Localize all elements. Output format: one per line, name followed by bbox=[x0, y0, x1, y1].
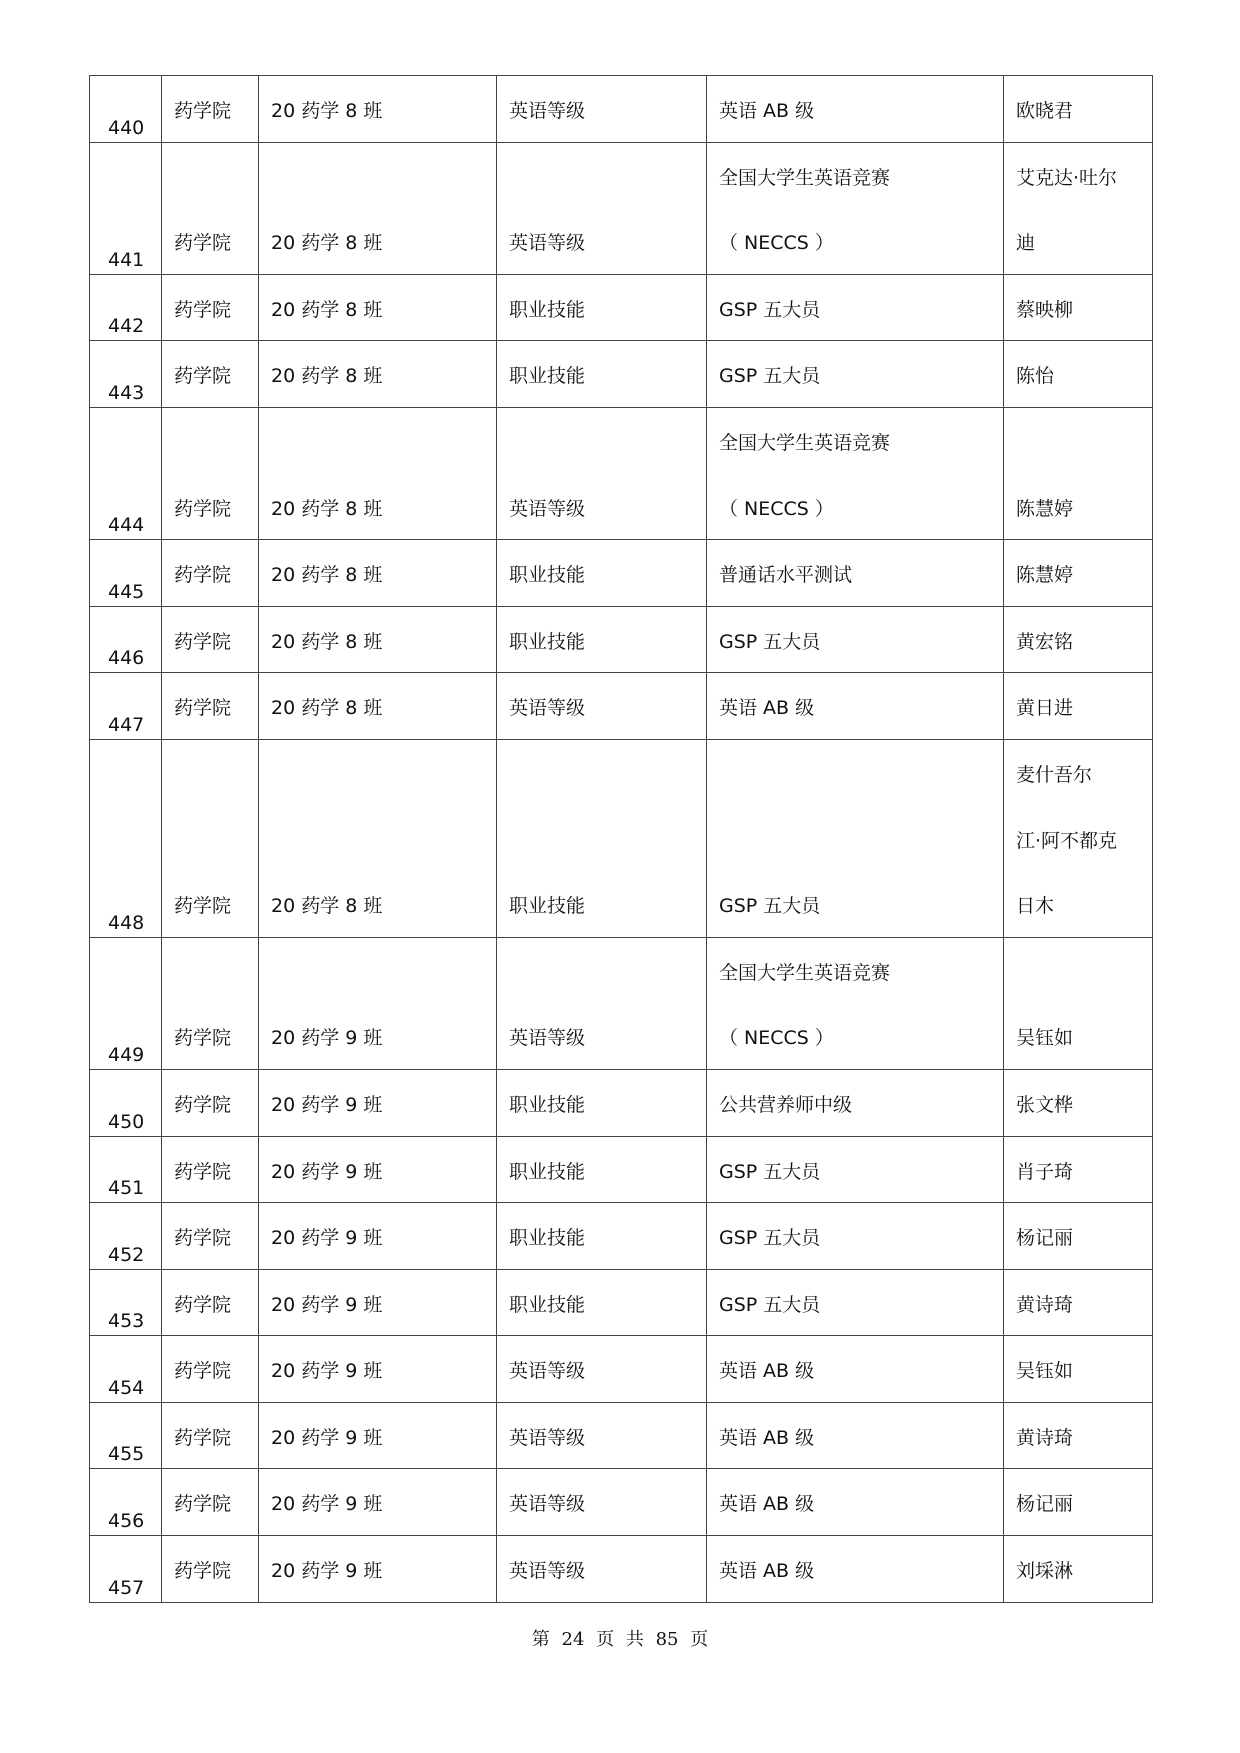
cell-class bbox=[259, 1336, 497, 1403]
category-text: 英语等级 bbox=[509, 232, 586, 255]
class-text: 20 药学 9 班 bbox=[271, 1426, 383, 1449]
item-text: 普通话水平测试 bbox=[719, 564, 853, 587]
item-text: GSP 五大员 bbox=[719, 365, 821, 388]
class-text: 20 药学 9 班 bbox=[271, 1227, 383, 1250]
row-number: 445 bbox=[108, 580, 145, 603]
college-text: 药学院 bbox=[174, 895, 232, 918]
category-text: 职业技能 bbox=[509, 1293, 586, 1316]
category-text: 英语等级 bbox=[509, 1493, 586, 1516]
table-row bbox=[90, 1269, 1153, 1336]
cell-number bbox=[90, 1536, 162, 1603]
cell-item bbox=[707, 1203, 1004, 1270]
name-text: 杨记丽 bbox=[1016, 1227, 1074, 1250]
row-number: 451 bbox=[108, 1177, 145, 1200]
cell-class bbox=[259, 1536, 497, 1603]
cell-item bbox=[707, 673, 1004, 740]
class-text: 20 药学 8 班 bbox=[271, 298, 383, 321]
cell-category bbox=[497, 739, 707, 937]
college-text: 药学院 bbox=[174, 1093, 232, 1116]
class-text: 20 药学 9 班 bbox=[271, 1093, 383, 1116]
name-text: 肖子琦 bbox=[1016, 1160, 1074, 1183]
category-text: 职业技能 bbox=[509, 1227, 586, 1250]
cell-college bbox=[162, 937, 259, 1069]
name-text: 吴钰如 bbox=[1016, 1360, 1074, 1383]
college-text: 药学院 bbox=[174, 1227, 232, 1250]
class-text: 20 药学 8 班 bbox=[271, 365, 383, 388]
row-number: 442 bbox=[108, 315, 145, 338]
cell-name bbox=[1004, 937, 1153, 1069]
name-text: 吴钰如 bbox=[1016, 1027, 1074, 1050]
category-text: 职业技能 bbox=[509, 1093, 586, 1116]
cell-class bbox=[259, 739, 497, 937]
college-text: 药学院 bbox=[174, 365, 232, 388]
cell-item bbox=[707, 76, 1004, 143]
cell-class bbox=[259, 142, 497, 274]
cell-college bbox=[162, 1469, 259, 1536]
item-text: 全国大学生英语竞赛 bbox=[719, 961, 891, 984]
row-number: 443 bbox=[108, 381, 145, 404]
category-text: 英语等级 bbox=[509, 1027, 586, 1050]
cell-class bbox=[259, 274, 497, 341]
class-text: 20 药学 9 班 bbox=[271, 1027, 383, 1050]
cell-class bbox=[259, 937, 497, 1069]
class-text: 20 药学 9 班 bbox=[271, 1360, 383, 1383]
item-text: 英语 AB 级 bbox=[719, 697, 815, 720]
cell-category bbox=[497, 1536, 707, 1603]
cell-number bbox=[90, 606, 162, 673]
award-table bbox=[89, 75, 1153, 1603]
college-text: 药学院 bbox=[174, 1360, 232, 1383]
cell-category bbox=[497, 1469, 707, 1536]
name-text: 黄诗琦 bbox=[1016, 1293, 1074, 1316]
cell-name bbox=[1004, 673, 1153, 740]
cell-number bbox=[90, 540, 162, 607]
table-row bbox=[90, 1069, 1153, 1136]
cell-college bbox=[162, 1336, 259, 1403]
table-row bbox=[90, 1536, 1153, 1603]
cell-name bbox=[1004, 1069, 1153, 1136]
cell-name bbox=[1004, 606, 1153, 673]
cell-class bbox=[259, 540, 497, 607]
cell-number bbox=[90, 673, 162, 740]
cell-name bbox=[1004, 407, 1153, 539]
item-text: （ NECCS ） bbox=[719, 232, 834, 255]
row-number: 454 bbox=[108, 1376, 145, 1399]
cell-number bbox=[90, 739, 162, 937]
cell-number bbox=[90, 341, 162, 408]
class-text: 20 药学 8 班 bbox=[271, 497, 383, 520]
cell-category bbox=[497, 1136, 707, 1203]
item-text: GSP 五大员 bbox=[719, 1293, 821, 1316]
category-text: 职业技能 bbox=[509, 895, 586, 918]
row-number: 455 bbox=[108, 1443, 145, 1466]
college-text: 药学院 bbox=[174, 697, 232, 720]
cell-class bbox=[259, 1136, 497, 1203]
category-text: 职业技能 bbox=[509, 365, 586, 388]
table-row bbox=[90, 274, 1153, 341]
row-number: 450 bbox=[108, 1110, 145, 1133]
cell-number bbox=[90, 1069, 162, 1136]
cell-item bbox=[707, 1269, 1004, 1336]
category-text: 职业技能 bbox=[509, 630, 586, 653]
row-number: 446 bbox=[108, 647, 145, 670]
cell-college bbox=[162, 1136, 259, 1203]
cell-item bbox=[707, 142, 1004, 274]
cell-class bbox=[259, 341, 497, 408]
cell-class bbox=[259, 1402, 497, 1469]
item-text: 英语 AB 级 bbox=[719, 1493, 815, 1516]
cell-category bbox=[497, 540, 707, 607]
table-row bbox=[90, 739, 1153, 937]
class-text: 20 药学 8 班 bbox=[271, 100, 383, 122]
cell-name bbox=[1004, 1402, 1153, 1469]
name-text: 刘埰淋 bbox=[1016, 1560, 1074, 1583]
cell-item bbox=[707, 1136, 1004, 1203]
table-row bbox=[90, 407, 1153, 539]
name-text: 麦什吾尔 bbox=[1016, 763, 1093, 786]
cell-item bbox=[707, 606, 1004, 673]
cell-college bbox=[162, 76, 259, 143]
cell-class bbox=[259, 1203, 497, 1270]
item-text: 英语 AB 级 bbox=[719, 1560, 815, 1583]
name-text: 蔡映柳 bbox=[1016, 298, 1074, 321]
item-text: GSP 五大员 bbox=[719, 298, 821, 321]
cell-college bbox=[162, 739, 259, 937]
class-text: 20 药学 8 班 bbox=[271, 564, 383, 587]
cell-category bbox=[497, 937, 707, 1069]
page-footer: 第 24 页 共 85 页 bbox=[531, 1629, 709, 1650]
cell-item bbox=[707, 341, 1004, 408]
cell-number bbox=[90, 1469, 162, 1536]
cell-number bbox=[90, 76, 162, 143]
item-text: GSP 五大员 bbox=[719, 895, 821, 918]
college-text: 药学院 bbox=[174, 1160, 232, 1183]
cell-category bbox=[497, 407, 707, 539]
cell-college bbox=[162, 1069, 259, 1136]
class-text: 20 药学 9 班 bbox=[271, 1293, 383, 1316]
row-number: 452 bbox=[108, 1243, 145, 1266]
cell-class bbox=[259, 1269, 497, 1336]
cell-category bbox=[497, 1402, 707, 1469]
item-text: （ NECCS ） bbox=[719, 1027, 834, 1050]
item-text: 公共营养师中级 bbox=[719, 1093, 853, 1116]
cell-number bbox=[90, 407, 162, 539]
cell-name bbox=[1004, 1269, 1153, 1336]
college-text: 药学院 bbox=[174, 298, 232, 321]
cell-category bbox=[497, 1336, 707, 1403]
cell-category bbox=[497, 142, 707, 274]
name-text: 黄宏铭 bbox=[1016, 630, 1074, 653]
name-text: 迪 bbox=[1016, 232, 1036, 255]
cell-name bbox=[1004, 739, 1153, 937]
college-text: 药学院 bbox=[174, 1426, 232, 1449]
cell-number bbox=[90, 1203, 162, 1270]
class-text: 20 药学 9 班 bbox=[271, 1160, 383, 1183]
cell-college bbox=[162, 1203, 259, 1270]
cell-number bbox=[90, 937, 162, 1069]
cell-item bbox=[707, 739, 1004, 937]
name-text: 黄诗琦 bbox=[1016, 1426, 1074, 1449]
cell-item bbox=[707, 1336, 1004, 1403]
cell-college bbox=[162, 1269, 259, 1336]
cell-college bbox=[162, 606, 259, 673]
class-text: 20 药学 8 班 bbox=[271, 232, 383, 255]
cell-number bbox=[90, 142, 162, 274]
cell-class bbox=[259, 76, 497, 143]
table-row bbox=[90, 540, 1153, 607]
cell-item bbox=[707, 1069, 1004, 1136]
item-text: （ NECCS ） bbox=[719, 497, 834, 520]
item-text: 全国大学生英语竞赛 bbox=[719, 431, 891, 454]
row-number: 448 bbox=[108, 911, 145, 934]
row-number: 449 bbox=[108, 1043, 145, 1066]
cell-category bbox=[497, 673, 707, 740]
table-row bbox=[90, 1203, 1153, 1270]
item-text: GSP 五大员 bbox=[719, 1227, 821, 1250]
category-text: 职业技能 bbox=[509, 1160, 586, 1183]
row-number: 440 bbox=[108, 116, 145, 139]
class-text: 20 药学 9 班 bbox=[271, 1493, 383, 1516]
cell-name bbox=[1004, 341, 1153, 408]
name-text: 陈怡 bbox=[1016, 365, 1055, 388]
cell-item bbox=[707, 407, 1004, 539]
table-row bbox=[90, 1469, 1153, 1536]
name-text: 陈慧婷 bbox=[1016, 564, 1074, 587]
cell-category bbox=[497, 341, 707, 408]
cell-college bbox=[162, 1536, 259, 1603]
cell-name bbox=[1004, 1469, 1153, 1536]
cell-college bbox=[162, 1402, 259, 1469]
name-text: 欧晓君 bbox=[1016, 100, 1074, 122]
cell-college bbox=[162, 341, 259, 408]
college-text: 药学院 bbox=[174, 232, 232, 255]
cell-college bbox=[162, 540, 259, 607]
table-body bbox=[90, 76, 1153, 1603]
row-number: 453 bbox=[108, 1310, 145, 1333]
college-text: 药学院 bbox=[174, 497, 232, 520]
class-text: 20 药学 8 班 bbox=[271, 630, 383, 653]
row-number: 456 bbox=[108, 1510, 145, 1533]
cell-name bbox=[1004, 1136, 1153, 1203]
college-text: 药学院 bbox=[174, 564, 232, 587]
name-text: 黄日进 bbox=[1016, 697, 1074, 720]
name-text: 张文桦 bbox=[1016, 1093, 1074, 1116]
category-text: 英语等级 bbox=[509, 100, 586, 122]
item-text: 英语 AB 级 bbox=[719, 1426, 815, 1449]
row-number: 447 bbox=[108, 713, 145, 736]
category-text: 英语等级 bbox=[509, 697, 586, 720]
name-text: 日木 bbox=[1016, 895, 1055, 918]
item-text: 英语 AB 级 bbox=[719, 1360, 815, 1383]
college-text: 药学院 bbox=[174, 1493, 232, 1516]
cell-number bbox=[90, 1136, 162, 1203]
college-text: 药学院 bbox=[174, 1293, 232, 1316]
name-text: 陈慧婷 bbox=[1016, 497, 1074, 520]
cell-number bbox=[90, 1402, 162, 1469]
college-text: 药学院 bbox=[174, 1027, 232, 1050]
category-text: 职业技能 bbox=[509, 564, 586, 587]
cell-item bbox=[707, 1469, 1004, 1536]
category-text: 英语等级 bbox=[509, 1560, 586, 1583]
cell-college bbox=[162, 142, 259, 274]
name-text: 艾克达·吐尔 bbox=[1016, 166, 1118, 189]
cell-category bbox=[497, 1269, 707, 1336]
cell-name bbox=[1004, 274, 1153, 341]
cell-category bbox=[497, 76, 707, 143]
table-row bbox=[90, 606, 1153, 673]
college-text: 药学院 bbox=[174, 630, 232, 653]
cell-item bbox=[707, 1536, 1004, 1603]
category-text: 英语等级 bbox=[509, 1426, 586, 1449]
table-row bbox=[90, 937, 1153, 1069]
name-text: 江·阿不都克 bbox=[1016, 829, 1118, 852]
college-text: 药学院 bbox=[174, 100, 232, 122]
table-row bbox=[90, 1402, 1153, 1469]
cell-college bbox=[162, 407, 259, 539]
cell-item bbox=[707, 274, 1004, 341]
cell-item bbox=[707, 540, 1004, 607]
category-text: 英语等级 bbox=[509, 1360, 586, 1383]
cell-number bbox=[90, 274, 162, 341]
cell-class bbox=[259, 1469, 497, 1536]
cell-number bbox=[90, 1336, 162, 1403]
cell-category bbox=[497, 274, 707, 341]
row-number: 441 bbox=[108, 248, 145, 271]
cell-item bbox=[707, 937, 1004, 1069]
row-number: 444 bbox=[108, 514, 145, 537]
class-text: 20 药学 9 班 bbox=[271, 1560, 383, 1583]
class-text: 20 药学 8 班 bbox=[271, 697, 383, 720]
cell-name bbox=[1004, 142, 1153, 274]
item-text: GSP 五大员 bbox=[719, 1160, 821, 1183]
cell-name bbox=[1004, 1203, 1153, 1270]
college-text: 药学院 bbox=[174, 1560, 232, 1583]
cell-class bbox=[259, 673, 497, 740]
cell-category bbox=[497, 1069, 707, 1136]
cell-class bbox=[259, 407, 497, 539]
category-text: 职业技能 bbox=[509, 298, 586, 321]
cell-category bbox=[497, 606, 707, 673]
table-row bbox=[90, 341, 1153, 408]
table-row bbox=[90, 1136, 1153, 1203]
item-text: 英语 AB 级 bbox=[719, 100, 815, 122]
item-text: 全国大学生英语竞赛 bbox=[719, 166, 891, 189]
cell-name bbox=[1004, 1536, 1153, 1603]
table-row bbox=[90, 1336, 1153, 1403]
cell-name bbox=[1004, 540, 1153, 607]
cell-class bbox=[259, 1069, 497, 1136]
cell-college bbox=[162, 673, 259, 740]
cell-class bbox=[259, 606, 497, 673]
category-text: 英语等级 bbox=[509, 497, 586, 520]
cell-item bbox=[707, 1402, 1004, 1469]
row-number: 457 bbox=[108, 1576, 145, 1599]
name-text: 杨记丽 bbox=[1016, 1493, 1074, 1516]
table-row bbox=[90, 673, 1153, 740]
cell-name bbox=[1004, 76, 1153, 143]
item-text: GSP 五大员 bbox=[719, 630, 821, 653]
cell-college bbox=[162, 274, 259, 341]
cell-number bbox=[90, 1269, 162, 1336]
table-row bbox=[90, 76, 1153, 143]
class-text: 20 药学 8 班 bbox=[271, 895, 383, 918]
table-row bbox=[90, 142, 1153, 274]
cell-category bbox=[497, 1203, 707, 1270]
cell-name bbox=[1004, 1336, 1153, 1403]
